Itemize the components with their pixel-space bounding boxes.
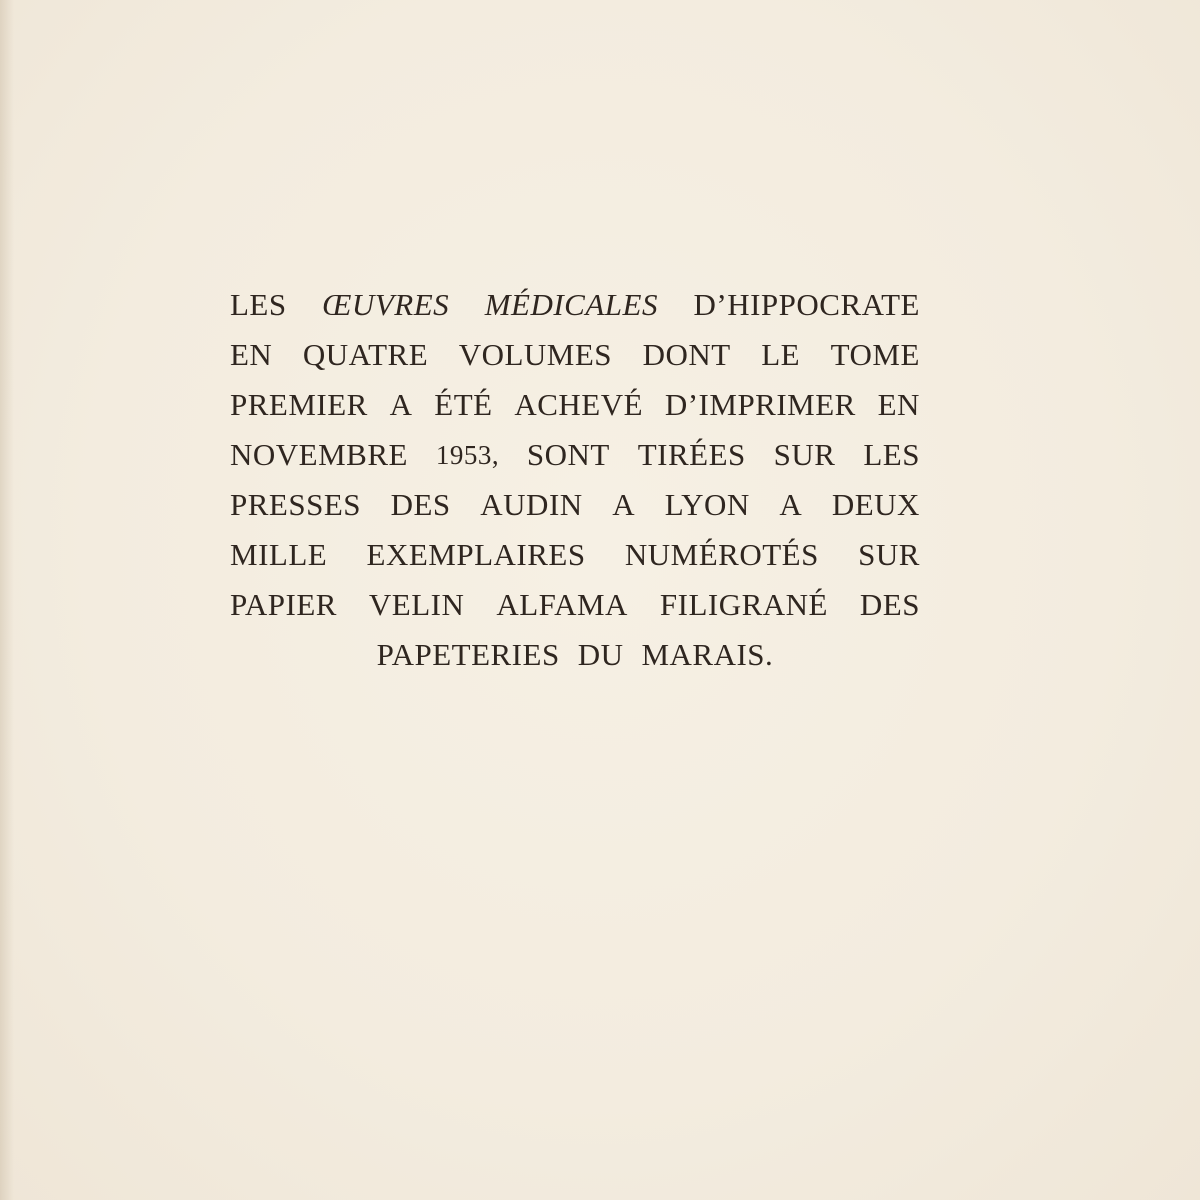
word: LYON: [664, 487, 750, 522]
colophon-line-7: [230, 580, 920, 630]
word: A: [612, 487, 636, 522]
year: 1953,: [435, 440, 500, 470]
word: LE: [761, 337, 801, 372]
word: DONT: [642, 337, 731, 372]
word-italic: ŒUVRES: [322, 287, 450, 322]
word: VELIN: [368, 587, 465, 622]
word: MILLE: [230, 537, 328, 572]
word: NUMÉROTÉS: [624, 537, 819, 572]
word: EN: [877, 387, 920, 422]
word: PAPIER: [230, 587, 337, 622]
word: ACHEVÉ: [514, 387, 644, 422]
word: DES: [859, 587, 920, 622]
word: PRESSES: [230, 487, 362, 522]
word: ÉTÉ: [434, 387, 493, 422]
word: EXEMPLAIRES: [366, 537, 586, 572]
word: D’IMPRIMER: [664, 387, 856, 422]
word: LES: [230, 287, 287, 322]
colophon-line-5: [230, 480, 920, 530]
word: SONT: [526, 437, 610, 472]
word: A: [779, 487, 803, 522]
word-italic: MÉDICALES: [484, 287, 658, 322]
word: DU: [577, 637, 624, 672]
colophon-line-3: [230, 380, 920, 430]
word: EN: [230, 337, 273, 372]
colophon-line-2: [230, 330, 920, 380]
word: PAPETERIES: [376, 637, 560, 672]
word: LES: [863, 437, 920, 472]
colophon-line-4: [230, 430, 920, 480]
colophon-line-6: [230, 530, 920, 580]
word: PREMIER: [230, 387, 368, 422]
word: VOLUMES: [458, 337, 613, 372]
colophon-line-8: [230, 630, 920, 680]
word: QUATRE: [302, 337, 429, 372]
word: FILIGRANÉ: [659, 587, 828, 622]
word: TOME: [830, 337, 920, 372]
word: A: [389, 387, 413, 422]
colophon-line-1: [230, 280, 920, 330]
word: ALFAMA: [496, 587, 628, 622]
word: DES: [390, 487, 451, 522]
colophon-text: [230, 280, 920, 680]
word: TIRÉES: [637, 437, 746, 472]
word: NOVEMBRE: [230, 437, 408, 472]
word: AUDIN: [480, 487, 583, 522]
word: SUR: [858, 537, 920, 572]
word: D’HIPPOCRATE: [693, 287, 920, 322]
word: DEUX: [831, 487, 920, 522]
page-gutter-shadow: [0, 0, 14, 1200]
word: SUR: [773, 437, 836, 472]
word: MARAIS.: [641, 637, 774, 672]
